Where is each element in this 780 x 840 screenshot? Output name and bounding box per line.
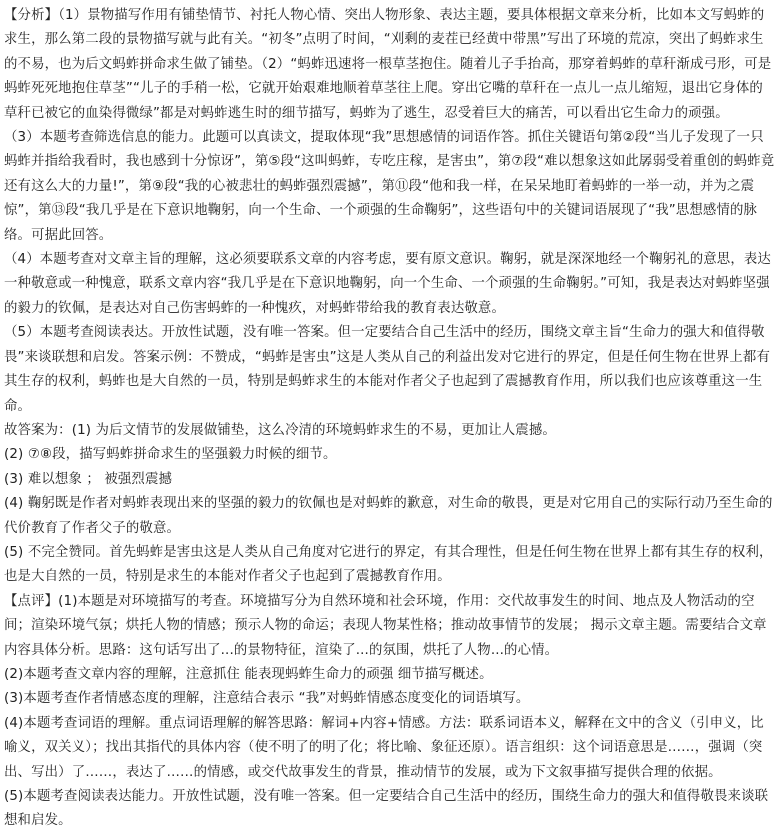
comment-4: (4)本题考查词语的理解。重点词语理解的解答思路：解词+内容+情感。方法：联系词语本义，解释在文中的含义（引申义，比喻义，双关义）；找出其指代的具体内容（使不明了的明了化；将比喻、象征还原）。语言组织：这个词语意思是……，强调（突出、写出）了……，表达了……的情感，或交代故事发生的背景，推动情节的发展，或为下文叙事描写提供合理的依据。 bbox=[4, 715, 764, 780]
analysis-part-3: （3）本题考查筛选信息的能力。此题可以真读文，提取体现“我”思想感情的词语作答。抓住关键语句第②段“当儿子发现了一只蚂蚱并指给我看时，我也感到十分惊讶”，第⑤段“这叫蚂蚱，专吃庄稼，是害虫”，第⑦段“难以想象这如此孱弱受着重创的蚂蚱竟还有这么大的力量!”，第⑨段“我的心被悲壮的蚂蚱强烈震撼”，第⑪段“他和我一样，在呆呆地盯着蚂蚱的一举一动，并为之震惊”，第⑬段“我几乎是在下意识地鞠躬，向一个生命、一个顽强的生命鞠躬”，这些语句中的关键词语展现了“我”思想感情的脉络。可据此回答。 bbox=[4, 130, 775, 243]
answer-2: (2) ⑦⑧段，描写蚂蚱拼命求生的坚强毅力时候的细节。 bbox=[4, 447, 337, 463]
analysis-part-4: （4）本题考查对文章主旨的理解，这必须要联系文章的内容考虑，要有原文意识。鞠躬，就是深深地经一个鞠躬礼的意思，表达一种敬意或一种愧意，联系文章内容“我几乎是在下意识地鞠躬，向一个生命、一个顽强的生命鞠躬。”可知，我是表达对蚂蚱坚强的毅力的钦佩，是表达对自己伤害蚂蚱的一种愧疚，对蚂蚱带给我的教育表达敬意。 bbox=[4, 252, 771, 316]
analysis-part-1-2 bbox=[4, 4, 776, 126]
answer-5: (5) 不完全赞同。首先蚂蚱是害虫这是人类从自己角度对它进行的界定，有其合理性，但是任何生物在世界上都有其生存的权利，也是大自然的一员，特别是求生的本能对作者父子也起到了震撼教育作用。 bbox=[4, 544, 773, 585]
analysis-tag: 【分析】 bbox=[4, 8, 59, 23]
comment-3: (3)本题考查作者情感态度的理解，注意结合表示 “我”对蚂蚱情感态度变化的词语填写。 bbox=[4, 691, 530, 707]
comment-1: 【点评】(1)本题是对环境描写的考查。环境描写分为自然环境和社会环境，作用：交代故事发生的时间、地点及人物活动的空间；渲染环境气氛；烘托人物的情感；预示人物的命运；表现人物某性格；推动故事情节的发展； 揭示文章主题。需要结合文章内容具体分析。思路：这句话写出了...的景物特征，渲染了...的氛围，烘托了人物...的心情。 bbox=[4, 593, 767, 658]
comment-2: (2)本题考查文章内容的理解，注意抓住 能表现蚂蚱生命力的顽强 细节描写概述。 bbox=[4, 666, 493, 682]
analysis-part-1-2-text: （1）景物描写作用有铺垫情节、衬托人物心情、突出人物形象、表达主题，要具体根据文章来分析，比如本文写蚂蚱的求生，那么第二段的景物描写就与此有关。“初冬”点明了时间，“刈剩的麦茬已经黄中带黑”写出了环境的荒凉，突出了蚂蚱求生的不易，也为后文蚂蚱拼命求生做了铺垫。（2）“蚂蚱迅速将一根草茎抱住。随着儿子手抬高，那穿着蚂蚱的草秆渐成弓形，可是蚂蚱死死地抱住草茎”“儿子的手稍一松，它就开始艰难地顺着草茎往上爬。穿出它嘴的草秆在一点儿一点儿缩短，退出它身体的草秆已被它的血染得微绿”都是对蚂蚱逃生时的细节描写，蚂蚱为了逃生，忍受着巨大的痛苦，可以看出它生命力的顽强。 bbox=[4, 8, 772, 121]
comment-5: (5)本题考查阅读表达能力。开放性试题，没有唯一答案。但一定要结合自己生活中的经历，围绕生命力的强大和值得敬畏来谈联想和启发。 bbox=[4, 789, 769, 829]
analysis-part-5: （5）本题考查阅读表达。开放性试题，没有唯一答案。但一定要结合自己生活中的经历，围绕文章主旨“生命力的强大和值得敬畏”来谈联想和启发。答案示例：不赞成，“蚂蚱是害虫”这是人类从自己的利益出发对它进行的界定，但是任何生物在世界上都有其生存的权利，蚂蚱也是大自然的一员，特别是蚂蚱求生的本能对作者父子也起到了震撼教育作用，所以我们也应该尊重这一生命。 bbox=[4, 325, 770, 414]
answer-3: (3) 难以想象 ； 被强烈震撼 bbox=[4, 471, 173, 487]
answer-4: (4) 鞠躬既是作者对蚂蚱表现出来的坚强的毅力的钦佩也是对蚂蚱的歉意，对生命的敬畏，更是对它用自己的实际行动乃至生命的代价教育了作者父子的敬意。 bbox=[4, 496, 773, 536]
answer-1: 故答案为：(1) 为后文情节的发展做铺垫，这么冷清的环境蚂蚱求生的不易，更加让人震撼。 bbox=[4, 422, 556, 438]
